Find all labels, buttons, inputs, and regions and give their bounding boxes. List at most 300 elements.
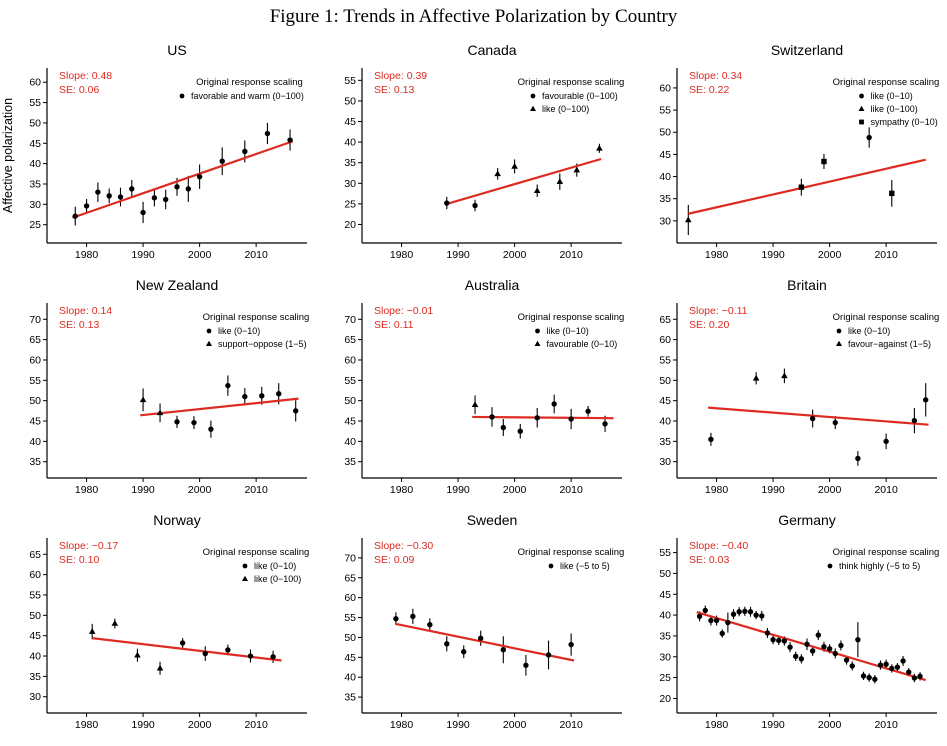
se-label: SE: 0.06 bbox=[59, 84, 100, 96]
data-point bbox=[720, 631, 725, 636]
trend-line bbox=[140, 399, 298, 416]
data-point bbox=[838, 643, 843, 648]
data-point bbox=[276, 391, 281, 396]
data-point bbox=[821, 159, 826, 164]
data-point bbox=[489, 414, 494, 419]
y-tick-label: 45 bbox=[29, 630, 41, 643]
x-tick-label: 1980 bbox=[704, 719, 729, 731]
data-point bbox=[89, 628, 96, 634]
data-point bbox=[782, 638, 787, 643]
x-tick-label: 2010 bbox=[244, 249, 268, 261]
data-point bbox=[73, 213, 78, 218]
data-point bbox=[95, 189, 100, 194]
data-point bbox=[799, 656, 804, 661]
legend-item-label: think highly (−5 to 5) bbox=[839, 561, 921, 571]
data-point bbox=[501, 647, 506, 652]
legend-triangle-icon bbox=[530, 106, 536, 111]
panel-canada bbox=[316, 38, 631, 273]
data-point bbox=[725, 620, 730, 625]
data-point bbox=[501, 425, 506, 430]
slope-label: Slope: 0.48 bbox=[59, 70, 113, 82]
data-point bbox=[557, 178, 564, 184]
y-tick-label: 60 bbox=[344, 354, 356, 367]
panel-title-britain: Britain bbox=[787, 277, 827, 293]
legend-triangle-icon bbox=[206, 341, 212, 346]
y-tick-label: 55 bbox=[29, 97, 41, 110]
data-point bbox=[917, 674, 922, 679]
y-tick-label: 40 bbox=[659, 609, 671, 622]
data-point bbox=[850, 663, 855, 668]
data-point bbox=[157, 665, 164, 671]
y-tick-label: 45 bbox=[344, 651, 356, 664]
x-tick-label: 2010 bbox=[874, 719, 898, 731]
x-tick-label: 2000 bbox=[187, 249, 212, 261]
x-tick-label: 1990 bbox=[131, 484, 155, 496]
data-point bbox=[883, 439, 888, 444]
x-tick-label: 1990 bbox=[446, 484, 470, 496]
y-tick-label: 35 bbox=[344, 456, 356, 469]
data-point bbox=[821, 644, 826, 649]
data-point bbox=[225, 647, 230, 652]
y-tick-label: 60 bbox=[29, 354, 41, 367]
panel-title-germany: Germany bbox=[778, 512, 836, 528]
data-point bbox=[793, 654, 798, 659]
se-label: SE: 0.09 bbox=[374, 554, 415, 566]
data-point bbox=[174, 419, 179, 424]
panel-germany bbox=[631, 508, 946, 743]
legend-title: Original response scaling bbox=[832, 547, 940, 558]
data-point bbox=[551, 401, 556, 406]
y-axis-label: Affective polarization bbox=[1, 97, 15, 214]
panel-britain bbox=[631, 273, 946, 508]
data-point bbox=[152, 195, 157, 200]
legend-title: Original response scaling bbox=[202, 547, 310, 558]
data-point bbox=[265, 131, 270, 136]
data-point bbox=[293, 408, 298, 413]
slope-label: Slope: −0.11 bbox=[689, 305, 748, 317]
x-tick-label: 2000 bbox=[502, 484, 527, 496]
data-point bbox=[685, 216, 692, 222]
x-tick-label: 1980 bbox=[389, 484, 414, 496]
y-tick-label: 55 bbox=[29, 374, 41, 387]
x-tick-label: 1980 bbox=[389, 249, 414, 261]
data-point bbox=[197, 174, 202, 179]
y-tick-label: 50 bbox=[29, 609, 41, 622]
y-tick-label: 30 bbox=[659, 651, 671, 664]
y-tick-label: 60 bbox=[344, 592, 356, 605]
y-tick-label: 45 bbox=[29, 415, 41, 428]
data-point bbox=[900, 658, 905, 663]
legend-item-label: favourable (0−100) bbox=[542, 91, 618, 101]
data-point bbox=[708, 437, 713, 442]
data-point bbox=[534, 187, 541, 193]
x-tick-label: 1990 bbox=[761, 249, 785, 261]
legend-title: Original response scaling bbox=[517, 312, 625, 323]
data-point bbox=[174, 184, 179, 189]
legend-item-label: like (−5 to 5) bbox=[560, 561, 610, 571]
y-tick-label: 55 bbox=[344, 612, 356, 625]
panel-new-zealand bbox=[1, 273, 316, 508]
legend-circle-icon bbox=[828, 564, 833, 569]
y-tick-label: 55 bbox=[659, 104, 671, 117]
y-tick-label: 25 bbox=[29, 219, 41, 232]
data-point bbox=[585, 409, 590, 414]
data-point bbox=[804, 642, 809, 647]
trend-line bbox=[72, 141, 292, 218]
x-tick-label: 1990 bbox=[131, 719, 155, 731]
legend-item-label: sympathy (0−10) bbox=[870, 117, 938, 127]
data-point bbox=[878, 662, 883, 667]
data-point bbox=[444, 200, 449, 205]
data-point bbox=[861, 673, 866, 678]
legend-item-label: like (0−10) bbox=[870, 91, 913, 101]
data-point bbox=[242, 394, 247, 399]
y-tick-label: 30 bbox=[29, 691, 41, 704]
legend-circle-icon bbox=[535, 329, 540, 334]
legend-triangle-icon bbox=[859, 106, 865, 111]
trend-line bbox=[447, 159, 601, 204]
panel-title-us: US bbox=[167, 42, 187, 58]
panel-title-australia: Australia bbox=[464, 277, 520, 293]
legend-circle-icon bbox=[531, 94, 536, 99]
trend-line bbox=[708, 408, 928, 425]
data-point bbox=[186, 186, 191, 191]
data-point bbox=[410, 614, 415, 619]
x-tick-label: 2000 bbox=[502, 719, 527, 731]
y-tick-label: 45 bbox=[344, 116, 356, 129]
data-point bbox=[225, 383, 230, 388]
data-point bbox=[248, 653, 253, 658]
data-point bbox=[816, 632, 821, 637]
data-point bbox=[242, 149, 247, 154]
y-tick-label: 60 bbox=[659, 82, 671, 95]
data-point bbox=[444, 641, 449, 646]
data-point bbox=[781, 372, 788, 378]
y-tick-label: 50 bbox=[29, 395, 41, 408]
data-point bbox=[827, 646, 832, 651]
legend-title: Original response scaling bbox=[832, 77, 940, 88]
data-point bbox=[866, 135, 871, 140]
y-tick-label: 60 bbox=[659, 334, 671, 347]
y-tick-label: 40 bbox=[29, 650, 41, 663]
x-tick-label: 1980 bbox=[74, 484, 99, 496]
data-point bbox=[129, 186, 134, 191]
data-point bbox=[753, 375, 760, 381]
y-tick-label: 50 bbox=[659, 374, 671, 387]
data-point bbox=[535, 415, 540, 420]
data-point bbox=[736, 609, 741, 614]
legend-title: Original response scaling bbox=[832, 312, 940, 323]
data-point bbox=[568, 642, 573, 647]
panel-norway bbox=[1, 508, 316, 743]
y-tick-label: 70 bbox=[344, 552, 356, 565]
slope-label: Slope: −0.40 bbox=[689, 540, 749, 552]
y-tick-label: 70 bbox=[29, 313, 41, 326]
y-tick-label: 50 bbox=[344, 395, 356, 408]
data-point bbox=[833, 651, 838, 656]
y-tick-label: 40 bbox=[344, 435, 356, 448]
x-tick-label: 1990 bbox=[761, 484, 785, 496]
y-tick-label: 50 bbox=[344, 95, 356, 108]
y-tick-label: 50 bbox=[659, 126, 671, 139]
data-point bbox=[472, 401, 479, 407]
legend-item-label: like (0−100) bbox=[542, 104, 590, 114]
y-tick-label: 55 bbox=[659, 354, 671, 367]
x-tick-label: 1980 bbox=[74, 249, 99, 261]
y-tick-label: 35 bbox=[344, 157, 356, 170]
legend-title: Original response scaling bbox=[202, 312, 310, 323]
y-tick-label: 65 bbox=[29, 334, 41, 347]
data-point bbox=[703, 608, 708, 613]
data-point bbox=[596, 145, 603, 151]
data-point bbox=[163, 197, 168, 202]
data-point bbox=[203, 651, 208, 656]
se-label: SE: 0.13 bbox=[374, 84, 415, 96]
panel-title-sweden: Sweden bbox=[466, 512, 518, 528]
slope-label: Slope: −0.17 bbox=[59, 540, 119, 552]
x-tick-label: 1980 bbox=[74, 719, 99, 731]
y-tick-label: 30 bbox=[344, 177, 356, 190]
data-point bbox=[748, 609, 753, 614]
trend-line bbox=[92, 638, 281, 660]
data-point bbox=[889, 666, 894, 671]
x-tick-label: 1980 bbox=[704, 484, 729, 496]
data-point bbox=[472, 203, 477, 208]
data-point bbox=[855, 456, 860, 461]
y-tick-label: 35 bbox=[659, 435, 671, 448]
data-point bbox=[912, 675, 917, 680]
data-point bbox=[427, 622, 432, 627]
legend-item-label: like (0−10) bbox=[848, 326, 891, 336]
y-tick-label: 35 bbox=[29, 456, 41, 469]
data-point bbox=[753, 612, 758, 617]
y-tick-label: 65 bbox=[344, 334, 356, 347]
y-tick-label: 45 bbox=[344, 415, 356, 428]
data-point bbox=[906, 669, 911, 674]
x-tick-label: 1980 bbox=[704, 249, 729, 261]
legend-item-label: favourable (0−10) bbox=[546, 339, 618, 349]
y-tick-label: 55 bbox=[344, 74, 356, 87]
legend-triangle-icon bbox=[836, 341, 842, 346]
legend-circle-icon bbox=[243, 564, 248, 569]
se-label: SE: 0.10 bbox=[59, 554, 100, 566]
data-point bbox=[923, 397, 928, 402]
x-tick-label: 1990 bbox=[446, 719, 470, 731]
legend-item-label: favorable and warm (0−100) bbox=[191, 91, 304, 101]
data-point bbox=[776, 638, 781, 643]
panel-sweden bbox=[316, 508, 631, 743]
data-point bbox=[866, 675, 871, 680]
slope-label: Slope: 0.14 bbox=[59, 305, 113, 317]
data-point bbox=[833, 420, 838, 425]
legend-item-label: like (0−10) bbox=[546, 326, 589, 336]
se-label: SE: 0.22 bbox=[689, 84, 730, 96]
data-point bbox=[731, 612, 736, 617]
y-tick-label: 70 bbox=[344, 313, 356, 326]
trend-line bbox=[688, 160, 925, 214]
legend-title: Original response scaling bbox=[517, 77, 625, 88]
se-label: SE: 0.03 bbox=[689, 554, 730, 566]
y-tick-label: 45 bbox=[659, 148, 671, 161]
data-point bbox=[84, 203, 89, 208]
legend-item-label: favour−against (1−5) bbox=[848, 339, 932, 349]
data-point bbox=[602, 421, 607, 426]
panel-us bbox=[1, 38, 316, 273]
x-tick-label: 2010 bbox=[559, 249, 583, 261]
data-point bbox=[259, 393, 264, 398]
x-tick-label: 1990 bbox=[131, 249, 155, 261]
figure-title: Figure 1: Trends in Affective Polarization by Country bbox=[269, 6, 678, 27]
data-point bbox=[518, 428, 523, 433]
y-tick-label: 60 bbox=[29, 76, 41, 89]
x-tick-label: 2000 bbox=[187, 484, 212, 496]
y-tick-label: 25 bbox=[344, 198, 356, 211]
data-point bbox=[742, 609, 747, 614]
x-tick-label: 1990 bbox=[761, 719, 785, 731]
se-label: SE: 0.13 bbox=[59, 319, 100, 331]
y-tick-label: 25 bbox=[659, 672, 671, 685]
y-tick-label: 40 bbox=[344, 671, 356, 684]
legend-circle-icon bbox=[859, 94, 864, 99]
x-tick-label: 2010 bbox=[559, 484, 583, 496]
data-point bbox=[883, 662, 888, 667]
legend-triangle-icon bbox=[535, 341, 541, 346]
data-point bbox=[511, 163, 518, 169]
data-point bbox=[810, 648, 815, 653]
panel-switzerland bbox=[631, 38, 946, 273]
data-point bbox=[708, 618, 713, 623]
data-point bbox=[270, 654, 275, 659]
data-point bbox=[844, 657, 849, 662]
legend-circle-icon bbox=[549, 564, 554, 569]
panel-grid bbox=[1, 38, 946, 743]
x-tick-label: 1980 bbox=[389, 719, 414, 731]
y-tick-label: 50 bbox=[344, 631, 356, 644]
y-tick-label: 40 bbox=[344, 136, 356, 149]
data-point bbox=[546, 652, 551, 657]
y-tick-label: 35 bbox=[344, 691, 356, 704]
legend-circle-icon bbox=[207, 329, 212, 334]
se-label: SE: 0.20 bbox=[689, 319, 730, 331]
data-point bbox=[180, 640, 185, 645]
y-tick-label: 20 bbox=[659, 692, 671, 705]
data-point bbox=[810, 416, 815, 421]
se-label: SE: 0.11 bbox=[374, 319, 414, 331]
data-point bbox=[799, 184, 804, 189]
legend-item-label: like (0−10) bbox=[218, 326, 261, 336]
data-point bbox=[208, 426, 213, 431]
legend-title: Original response scaling bbox=[517, 547, 625, 558]
y-tick-label: 50 bbox=[29, 117, 41, 130]
y-tick-label: 60 bbox=[29, 569, 41, 582]
data-point bbox=[895, 664, 900, 669]
x-tick-label: 2000 bbox=[817, 484, 842, 496]
y-tick-label: 35 bbox=[29, 178, 41, 191]
data-point bbox=[287, 137, 292, 142]
slope-label: Slope: −0.01 bbox=[374, 305, 434, 317]
data-point bbox=[140, 396, 147, 402]
data-point bbox=[912, 418, 917, 423]
legend-item-label: like (0−100) bbox=[870, 104, 918, 114]
data-point bbox=[461, 649, 466, 654]
y-tick-label: 65 bbox=[29, 548, 41, 561]
data-point bbox=[478, 636, 483, 641]
slope-label: Slope: −0.30 bbox=[374, 540, 434, 552]
y-tick-label: 40 bbox=[659, 171, 671, 184]
y-tick-label: 30 bbox=[659, 456, 671, 469]
x-tick-label: 2000 bbox=[817, 249, 842, 261]
x-tick-label: 2010 bbox=[559, 719, 583, 731]
y-tick-label: 50 bbox=[659, 567, 671, 580]
data-point bbox=[770, 637, 775, 642]
slope-label: Slope: 0.39 bbox=[374, 70, 428, 82]
data-point bbox=[765, 630, 770, 635]
x-tick-label: 2000 bbox=[817, 719, 842, 731]
panel-title-new-zealand: New Zealand bbox=[135, 277, 219, 293]
data-point bbox=[494, 170, 501, 176]
data-point bbox=[118, 194, 123, 199]
x-tick-label: 2000 bbox=[502, 249, 527, 261]
x-tick-label: 2010 bbox=[244, 719, 268, 731]
data-point bbox=[787, 644, 792, 649]
data-point bbox=[714, 618, 719, 623]
y-tick-label: 40 bbox=[29, 435, 41, 448]
legend-circle-icon bbox=[180, 94, 185, 99]
y-tick-label: 30 bbox=[659, 215, 671, 228]
x-tick-label: 2010 bbox=[874, 249, 898, 261]
panel-title-switzerland: Switzerland bbox=[770, 42, 844, 58]
legend-title: Original response scaling bbox=[196, 77, 303, 88]
data-point bbox=[523, 663, 528, 668]
x-tick-label: 2010 bbox=[874, 484, 898, 496]
data-point bbox=[134, 652, 141, 658]
y-tick-label: 45 bbox=[29, 137, 41, 150]
legend-triangle-icon bbox=[242, 576, 248, 581]
data-point bbox=[697, 614, 702, 619]
y-tick-label: 45 bbox=[659, 395, 671, 408]
y-tick-label: 20 bbox=[344, 218, 356, 231]
data-point bbox=[759, 613, 764, 618]
data-point bbox=[872, 677, 877, 682]
y-tick-label: 55 bbox=[344, 374, 356, 387]
legend-square-icon bbox=[859, 120, 864, 125]
data-point bbox=[191, 420, 196, 425]
data-point bbox=[140, 210, 145, 215]
legend-item-label: like (0−10) bbox=[254, 561, 297, 571]
y-tick-label: 35 bbox=[659, 630, 671, 643]
data-point bbox=[220, 158, 225, 163]
legend-item-label: support−oppose (1−5) bbox=[218, 339, 307, 349]
y-tick-label: 55 bbox=[659, 547, 671, 560]
data-point bbox=[568, 416, 573, 421]
data-point bbox=[393, 616, 398, 621]
y-tick-label: 40 bbox=[659, 415, 671, 428]
y-tick-label: 35 bbox=[29, 670, 41, 683]
y-tick-label: 65 bbox=[659, 313, 671, 326]
y-tick-label: 40 bbox=[29, 158, 41, 171]
legend-circle-icon bbox=[837, 329, 842, 334]
slope-label: Slope: 0.34 bbox=[689, 70, 743, 82]
data-point bbox=[855, 637, 860, 642]
data-point bbox=[889, 191, 894, 196]
x-tick-label: 2000 bbox=[187, 719, 212, 731]
data-point bbox=[112, 620, 119, 626]
legend-item-label: like (0−100) bbox=[254, 574, 302, 584]
y-tick-label: 35 bbox=[659, 193, 671, 206]
panel-title-norway: Norway bbox=[153, 512, 201, 528]
data-point bbox=[106, 193, 111, 198]
panel-australia bbox=[316, 273, 631, 508]
